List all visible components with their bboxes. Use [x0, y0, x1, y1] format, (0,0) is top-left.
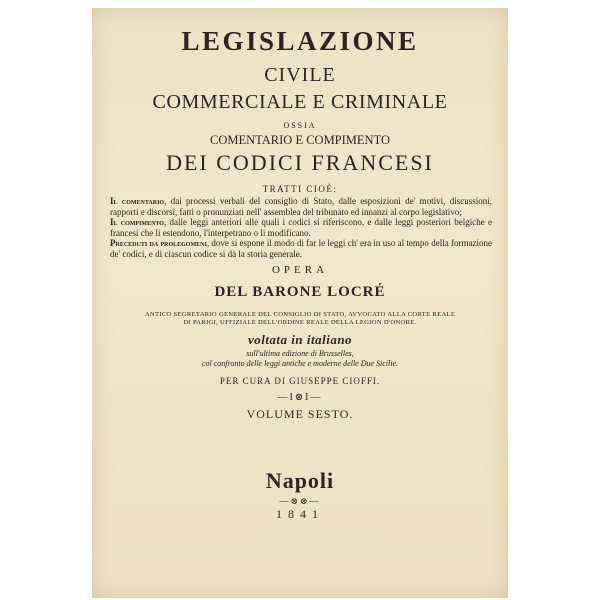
- edition-line-1: sull'ultima edizione di Brusselles,: [246, 349, 354, 358]
- paragraph-lead: Il compimento: [110, 217, 164, 227]
- description-paragraph: [110, 196, 492, 217]
- subtitle-commerciale: COMMERCIALE E CRIMINALE: [152, 91, 448, 113]
- publication-year: 1841: [276, 507, 324, 521]
- translation-note: voltata in italiano: [247, 332, 353, 347]
- paragraph-lead: Il comentario: [110, 196, 165, 206]
- paragraph-lead: Preceduti da prolegomeni: [110, 238, 207, 248]
- paragraph-text: , dai processi verbali del consiglio di Stato, dalle esposizioni de' motivi, discussioni, rapporti e discorsi, fatti o pronunziati nell' assemblea del tribunato ed innanzi al corpo legislativo;: [110, 196, 492, 217]
- place-flourish-ornament: —⊗⊗—: [279, 496, 321, 506]
- ossia-label: OSSIA: [283, 121, 317, 130]
- volume-label: VOLUME SESTO.: [246, 407, 354, 421]
- paragraph-text: , dalle leggi anteriori alle quali i codici si riferiscono, e dalle leggi posteriori belgiche e francesi che li estendono, l'interpetrano o li modificano.: [110, 217, 492, 238]
- author-title-line-1: ANTICO SEGRETARIO GENERALE DEL CONSIGLIO DI STATO, AVVOCATO ALLA CORTE REALE: [144, 311, 456, 318]
- place-name: Napoli: [265, 468, 335, 493]
- editor-line: PER CURA DI GIUSEPPE CIOFFI.: [219, 376, 381, 386]
- commentario-line: COMENTARIO E COMPIMENTO: [209, 133, 391, 147]
- tratti-heading: TRATTI CIOÈ:: [262, 184, 338, 194]
- title-page: [92, 8, 508, 598]
- description-paragraph: [110, 238, 492, 259]
- paragraph-text: , dove si espone il modo di far le leggi ch' era in uso al tempo della formazione de' codici, e di ciascun codice si dà la storia generale.: [110, 238, 492, 259]
- author-title-line-2: DI PARIGI, UFFIZIALE DELL'ORDINE REALE DELLA LEGION D'ONORE.: [183, 319, 417, 326]
- divider-ornament: —I⊗I—: [277, 392, 323, 403]
- edition-line-2: col confronto delle leggi antiche e moderne delle Due Sicilie.: [201, 359, 399, 368]
- author-name: DEL BARONE LOCRÉ: [214, 284, 386, 300]
- main-title: LEGISLAZIONE: [181, 26, 419, 56]
- description-paragraph: [110, 217, 492, 238]
- codici-title: DEI CODICI FRANCESI: [166, 150, 434, 175]
- opera-label: OPERA: [271, 264, 329, 276]
- description-block: [110, 196, 492, 259]
- subtitle-civile: CIVILE: [264, 64, 336, 86]
